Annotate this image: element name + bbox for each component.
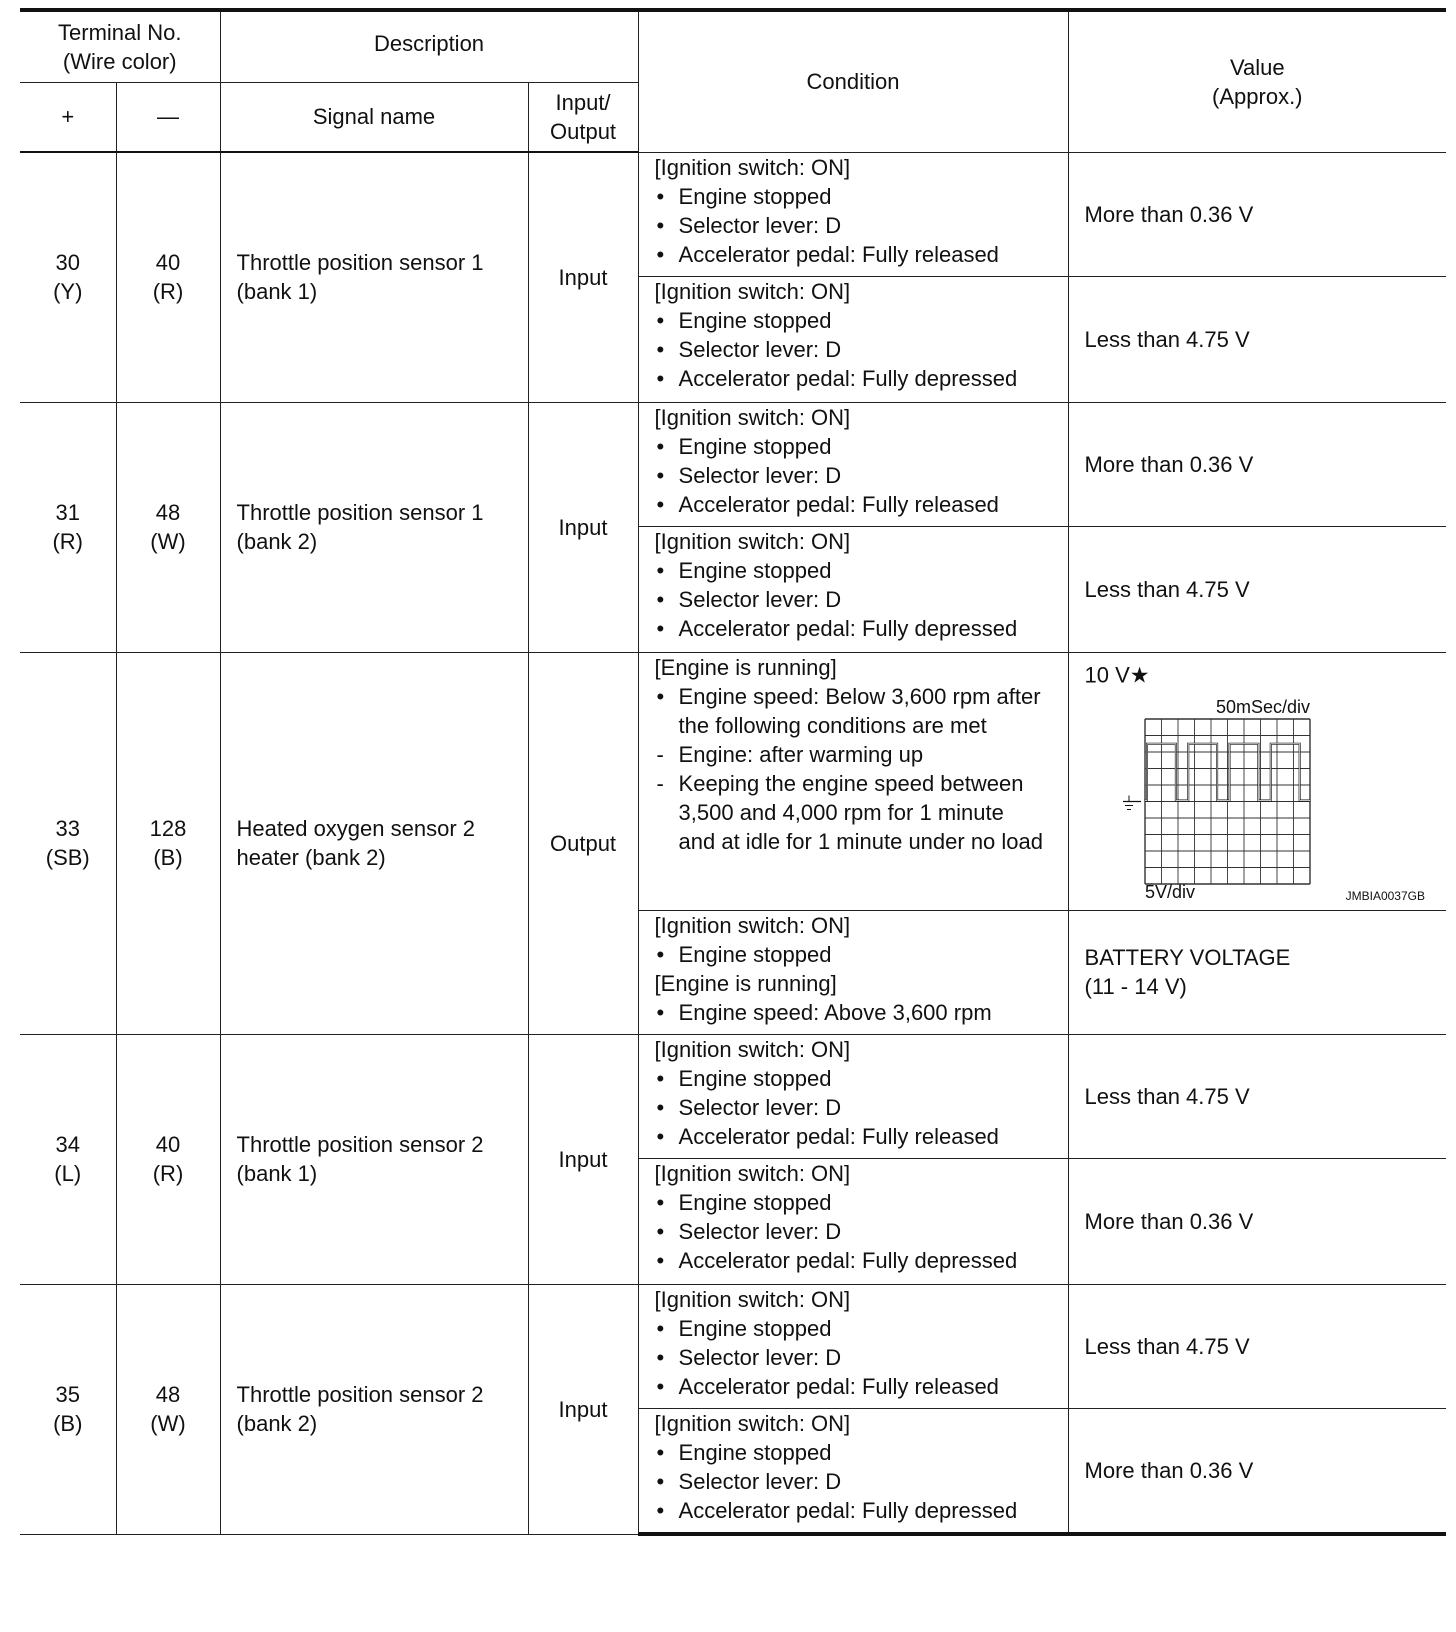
value-cell bbox=[1068, 1034, 1446, 1158]
plus-header: + bbox=[20, 82, 116, 152]
plus-wire-color: (B) bbox=[53, 1411, 83, 1436]
condition-line: • Accelerator pedal: Fully released bbox=[655, 1122, 1062, 1151]
description-header: Description bbox=[220, 10, 638, 82]
approx-label: (Approx.) bbox=[1212, 83, 1303, 109]
plus-terminal bbox=[20, 152, 116, 402]
condition-line: [Ignition switch: ON] bbox=[654, 154, 851, 180]
minus-wire-color: (W) bbox=[150, 1411, 186, 1436]
scale-label: 5V/div bbox=[1144, 881, 1195, 902]
plus-terminal-no: 33 bbox=[55, 816, 80, 841]
signal-name-line: Heated oxygen sensor 2 bbox=[236, 816, 476, 841]
plus-terminal bbox=[20, 1034, 116, 1284]
condition-line: • Engine stopped bbox=[655, 182, 1062, 211]
signal-name-line: Throttle position sensor 2 bbox=[236, 1382, 484, 1407]
signal-name-line: Throttle position sensor 1 bbox=[236, 500, 484, 525]
minus-wire-color: (R) bbox=[152, 1161, 184, 1186]
input-output-header bbox=[528, 82, 638, 152]
waveform-cell bbox=[1068, 652, 1446, 910]
value-text: More than 0.36 V bbox=[1084, 1208, 1254, 1234]
condition-line: [Ignition switch: ON] bbox=[654, 912, 851, 938]
condition-line: • Engine speed: Above 3,600 rpm bbox=[655, 998, 1062, 1027]
value-cell bbox=[1068, 1284, 1446, 1408]
value-label: Value bbox=[1229, 54, 1285, 80]
condition-line: • Engine stopped bbox=[655, 1188, 1062, 1217]
waveform-voltage-label: 10 V bbox=[1084, 662, 1130, 688]
input-output: Input bbox=[528, 402, 638, 652]
condition-line: • Accelerator pedal: Fully depressed bbox=[655, 1246, 1062, 1275]
plus-terminal-no: 34 bbox=[55, 1132, 80, 1157]
minus-terminal bbox=[116, 652, 220, 1034]
value-text: More than 0.36 V bbox=[1084, 1457, 1254, 1483]
signal-name bbox=[220, 1284, 528, 1534]
plus-terminal-no: 31 bbox=[55, 500, 80, 525]
table-row bbox=[20, 1284, 1446, 1408]
value-cell bbox=[1068, 276, 1446, 402]
value-cell bbox=[1068, 402, 1446, 526]
minus-terminal-no: 128 bbox=[149, 816, 187, 841]
value-cell bbox=[1068, 152, 1446, 276]
signal-name-line: Throttle position sensor 1 bbox=[236, 250, 484, 276]
value-cell bbox=[1068, 1158, 1446, 1284]
input-output: Output bbox=[528, 652, 638, 1034]
condition-line: [Engine is running] bbox=[654, 970, 837, 996]
table-row bbox=[20, 652, 1446, 910]
condition-line: [Ignition switch: ON] bbox=[654, 1410, 851, 1436]
minus-terminal-no: 40 bbox=[155, 1132, 181, 1157]
condition-cell bbox=[638, 152, 1068, 276]
condition-line: 3,500 and 4,000 rpm for 1 minute bbox=[678, 799, 1004, 825]
plus-terminal bbox=[20, 652, 116, 1034]
ground-icon bbox=[1123, 795, 1141, 809]
condition-line: • Engine stopped bbox=[655, 556, 1062, 585]
terminal-spec-sheet bbox=[20, 8, 1446, 1536]
condition-cell bbox=[638, 402, 1068, 526]
condition-line: • Engine stopped bbox=[655, 432, 1062, 461]
condition-line: [Ignition switch: ON] bbox=[654, 1286, 851, 1312]
condition-line: [Ignition switch: ON] bbox=[654, 528, 851, 554]
minus-terminal bbox=[116, 1284, 220, 1534]
condition-line: [Ignition switch: ON] bbox=[654, 404, 851, 430]
condition-line: • Selector lever: D bbox=[655, 211, 1062, 240]
condition-line: • Accelerator pedal: Fully depressed bbox=[655, 1496, 1062, 1525]
waveform-voltage bbox=[1085, 659, 1447, 689]
oscilloscope-waveform bbox=[1085, 689, 1431, 903]
signal-name-line: heater (bank 2) bbox=[236, 845, 386, 870]
condition-line: • Selector lever: D bbox=[655, 335, 1062, 364]
condition-cell bbox=[638, 652, 1068, 910]
condition-line: • Accelerator pedal: Fully released bbox=[655, 1372, 1062, 1401]
condition-cell bbox=[638, 1158, 1068, 1284]
timebase-label: 50mSec/div bbox=[1215, 696, 1310, 717]
table-row bbox=[20, 402, 1446, 526]
condition-line: • Accelerator pedal: Fully released bbox=[655, 490, 1062, 519]
value-text: More than 0.36 V bbox=[1084, 201, 1254, 227]
condition-line: • Selector lever: D bbox=[655, 461, 1062, 490]
condition-line: - Engine: after warming up bbox=[655, 740, 1062, 769]
value-text: Less than 4.75 V bbox=[1084, 576, 1250, 602]
condition-line: • Selector lever: D bbox=[655, 1343, 1062, 1372]
terminal-spec-table bbox=[20, 8, 1446, 1536]
star-icon: ★ bbox=[1129, 662, 1150, 688]
condition-line: the following conditions are met bbox=[678, 712, 987, 738]
condition-cell bbox=[638, 1408, 1068, 1534]
condition-line: • Selector lever: D bbox=[655, 1467, 1062, 1496]
terminal-no-label: Terminal No. bbox=[58, 19, 182, 45]
condition-cell bbox=[638, 276, 1068, 402]
condition-line: • Selector lever: D bbox=[655, 585, 1062, 614]
value-cell bbox=[1068, 910, 1446, 1034]
plus-terminal-no: 30 bbox=[55, 250, 80, 276]
condition-line: • Engine stopped bbox=[655, 306, 1062, 335]
value-header bbox=[1068, 10, 1446, 152]
input-output: Input bbox=[528, 1284, 638, 1534]
table-row bbox=[20, 1034, 1446, 1158]
minus-terminal-no: 48 bbox=[155, 500, 181, 525]
condition-line: - Keeping the engine speed between bbox=[655, 769, 1062, 798]
condition-line: and at idle for 1 minute under no load bbox=[678, 828, 1044, 854]
plus-wire-color: (Y) bbox=[53, 279, 83, 305]
terminal-rows bbox=[20, 152, 1446, 1534]
minus-wire-color: (R) bbox=[152, 279, 184, 305]
plus-wire-color: (L) bbox=[54, 1161, 82, 1186]
condition-line: [Engine is running] bbox=[654, 654, 837, 680]
table-row bbox=[20, 152, 1446, 276]
terminal-no-header bbox=[20, 10, 220, 82]
signal-name bbox=[220, 652, 528, 1034]
plus-terminal bbox=[20, 402, 116, 652]
condition-line: • Engine stopped bbox=[655, 1314, 1062, 1343]
value-text: Less than 4.75 V bbox=[1084, 1333, 1250, 1359]
minus-header: — bbox=[116, 82, 220, 152]
signal-name-line: (bank 1) bbox=[236, 1161, 318, 1186]
signal-name bbox=[220, 152, 528, 402]
minus-terminal-no: 48 bbox=[155, 1382, 181, 1407]
input-output-label-2: Output bbox=[550, 118, 617, 144]
condition-cell bbox=[638, 1284, 1068, 1408]
wire-color-label: (Wire color) bbox=[62, 48, 177, 74]
value-text-secondary: (11 - 14 V) bbox=[1084, 974, 1187, 999]
signal-name-header: Signal name bbox=[220, 82, 528, 152]
figure-code: JMBIA0037GB bbox=[1345, 888, 1425, 903]
value-text: More than 0.36 V bbox=[1084, 451, 1254, 477]
minus-terminal bbox=[116, 402, 220, 652]
condition-line: [Ignition switch: ON] bbox=[654, 1160, 851, 1186]
plus-wire-color: (R) bbox=[52, 529, 84, 554]
input-output: Input bbox=[528, 152, 638, 402]
condition-line: • Accelerator pedal: Fully depressed bbox=[655, 614, 1062, 643]
condition-line: • Accelerator pedal: Fully released bbox=[655, 240, 1062, 269]
value-text: Less than 4.75 V bbox=[1084, 326, 1250, 352]
condition-line: [Ignition switch: ON] bbox=[654, 1036, 851, 1062]
value-cell bbox=[1068, 1408, 1446, 1534]
value-text: BATTERY VOLTAGE bbox=[1084, 945, 1291, 970]
minus-wire-color: (W) bbox=[150, 529, 186, 554]
condition-cell bbox=[638, 526, 1068, 652]
minus-terminal bbox=[116, 1034, 220, 1284]
condition-line: • Accelerator pedal: Fully depressed bbox=[655, 364, 1062, 393]
signal-name-line: Throttle position sensor 2 bbox=[236, 1132, 484, 1157]
plus-wire-color: (SB) bbox=[45, 845, 90, 870]
condition-line: • Engine stopped bbox=[655, 1064, 1062, 1093]
condition-cell bbox=[638, 910, 1068, 1034]
signal-name bbox=[220, 1034, 528, 1284]
minus-terminal bbox=[116, 152, 220, 402]
minus-terminal-no: 40 bbox=[155, 250, 181, 276]
plus-terminal bbox=[20, 1284, 116, 1534]
input-output: Input bbox=[528, 1034, 638, 1284]
value-cell bbox=[1068, 526, 1446, 652]
condition-line: • Selector lever: D bbox=[655, 1217, 1062, 1246]
signal-name-line: (bank 2) bbox=[236, 1411, 318, 1436]
condition-line: • Selector lever: D bbox=[655, 1093, 1062, 1122]
condition-cell bbox=[638, 1034, 1068, 1158]
minus-wire-color: (B) bbox=[153, 845, 183, 870]
condition-line: • Engine stopped bbox=[655, 1438, 1062, 1467]
condition-line: • Engine stopped bbox=[655, 940, 1062, 969]
condition-line: • Engine speed: Below 3,600 rpm after bbox=[655, 682, 1062, 711]
plus-terminal-no: 35 bbox=[55, 1382, 80, 1407]
signal-name-line: (bank 1) bbox=[236, 279, 318, 305]
signal-name bbox=[220, 402, 528, 652]
input-output-label-1: Input/ bbox=[555, 89, 611, 115]
condition-header: Condition bbox=[638, 10, 1068, 152]
value-text: Less than 4.75 V bbox=[1084, 1083, 1250, 1109]
condition-line: [Ignition switch: ON] bbox=[654, 278, 851, 304]
signal-name-line: (bank 2) bbox=[236, 529, 318, 554]
